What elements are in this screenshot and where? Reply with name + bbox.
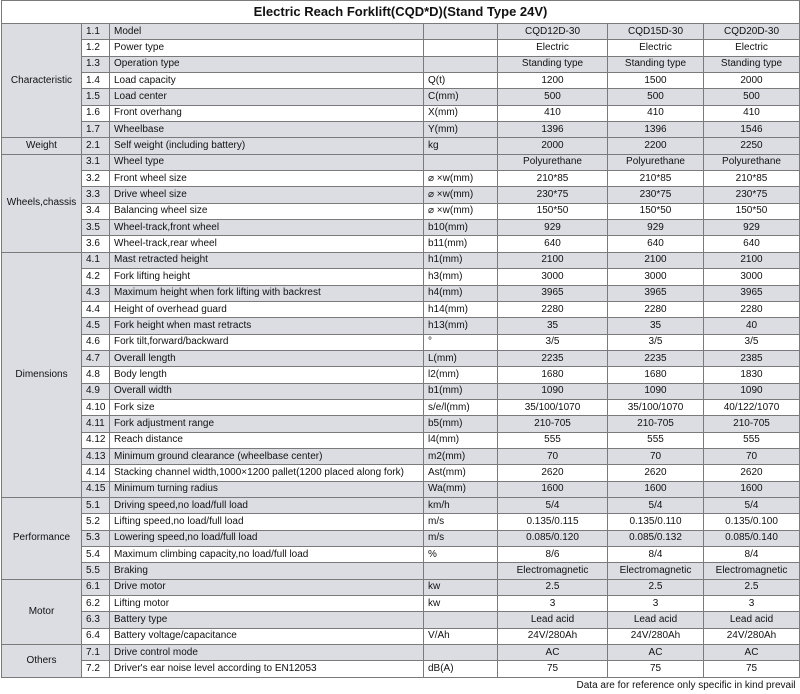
unit-cell: s/e/l(mm) bbox=[424, 399, 498, 415]
unit-cell: kw bbox=[424, 596, 498, 612]
row-number: 4.5 bbox=[82, 318, 110, 334]
value-cqd12d: Lead acid bbox=[498, 612, 608, 628]
table-row bbox=[2, 481, 800, 497]
item-name: Drive wheel size bbox=[110, 187, 424, 203]
item-name: Height of overhead guard bbox=[110, 301, 424, 317]
value-cqd15d: 3000 bbox=[608, 269, 704, 285]
value-cqd20d: 2.5 bbox=[704, 579, 800, 595]
value-cqd20d: 0.085/0.140 bbox=[704, 530, 800, 546]
value-cqd12d: 1680 bbox=[498, 367, 608, 383]
item-name: Drive control mode bbox=[110, 645, 424, 661]
row-number: 6.2 bbox=[82, 596, 110, 612]
row-number: 4.6 bbox=[82, 334, 110, 350]
row-number: 4.7 bbox=[82, 350, 110, 366]
value-cqd20d: 3000 bbox=[704, 269, 800, 285]
row-number: 1.6 bbox=[82, 105, 110, 121]
value-cqd12d: 70 bbox=[498, 448, 608, 464]
table-row bbox=[2, 612, 800, 628]
item-name: Fork tilt,forward/backward bbox=[110, 334, 424, 350]
unit-cell bbox=[424, 612, 498, 628]
spec-table bbox=[1, 0, 800, 694]
row-number: 7.1 bbox=[82, 645, 110, 661]
unit-cell: h1(mm) bbox=[424, 252, 498, 268]
item-name: Front overhang bbox=[110, 105, 424, 121]
value-cqd20d: 210-705 bbox=[704, 416, 800, 432]
row-number: 1.1 bbox=[82, 24, 110, 40]
value-cqd12d: 500 bbox=[498, 89, 608, 105]
unit-cell: l2(mm) bbox=[424, 367, 498, 383]
value-cqd20d: AC bbox=[704, 645, 800, 661]
item-name: Fork height when mast retracts bbox=[110, 318, 424, 334]
row-number: 4.3 bbox=[82, 285, 110, 301]
row-number: 6.3 bbox=[82, 612, 110, 628]
value-cqd20d: 70 bbox=[704, 448, 800, 464]
item-name: Lowering speed,no load/full load bbox=[110, 530, 424, 546]
value-cqd12d: 0.085/0.120 bbox=[498, 530, 608, 546]
row-number: 5.4 bbox=[82, 547, 110, 563]
table-row bbox=[2, 73, 800, 89]
row-number: 4.10 bbox=[82, 399, 110, 415]
value-cqd20d: Lead acid bbox=[704, 612, 800, 628]
value-cqd15d: 24V/280Ah bbox=[608, 628, 704, 644]
row-number: 1.5 bbox=[82, 89, 110, 105]
item-name: Power type bbox=[110, 40, 424, 56]
item-name: Front wheel size bbox=[110, 171, 424, 187]
value-cqd12d: 1090 bbox=[498, 383, 608, 399]
value-cqd12d: 2.5 bbox=[498, 579, 608, 595]
item-name: Battery type bbox=[110, 612, 424, 628]
unit-cell: Q(t) bbox=[424, 73, 498, 89]
table-row bbox=[2, 318, 800, 334]
row-number: 5.1 bbox=[82, 497, 110, 513]
value-cqd15d: 70 bbox=[608, 448, 704, 464]
value-cqd15d: 5/4 bbox=[608, 497, 704, 513]
value-cqd15d: 35 bbox=[608, 318, 704, 334]
row-number: 4.15 bbox=[82, 481, 110, 497]
row-number: 4.8 bbox=[82, 367, 110, 383]
row-number: 3.3 bbox=[82, 187, 110, 203]
table-row bbox=[2, 105, 800, 121]
unit-cell: b1(mm) bbox=[424, 383, 498, 399]
value-cqd15d: 2200 bbox=[608, 138, 704, 154]
value-cqd20d: 1830 bbox=[704, 367, 800, 383]
value-cqd15d: Electric bbox=[608, 40, 704, 56]
group-label: Characteristic bbox=[2, 24, 82, 138]
value-cqd15d: CQD15D-30 bbox=[608, 24, 704, 40]
value-cqd12d: 75 bbox=[498, 661, 608, 677]
row-number: 3.2 bbox=[82, 171, 110, 187]
table-row bbox=[2, 56, 800, 72]
unit-cell: b10(mm) bbox=[424, 220, 498, 236]
value-cqd20d: 500 bbox=[704, 89, 800, 105]
table-row bbox=[2, 497, 800, 513]
item-name: Wheel-track,rear wheel bbox=[110, 236, 424, 252]
unit-cell: m/s bbox=[424, 530, 498, 546]
unit-cell: km/h bbox=[424, 497, 498, 513]
table-row bbox=[2, 187, 800, 203]
item-name: Body length bbox=[110, 367, 424, 383]
row-number: 6.1 bbox=[82, 579, 110, 595]
footer-note: Data are for reference only specific in kind prevail bbox=[2, 677, 800, 694]
value-cqd15d: Electromagnetic bbox=[608, 563, 704, 579]
unit-cell: m2(mm) bbox=[424, 448, 498, 464]
unit-cell: m/s bbox=[424, 514, 498, 530]
value-cqd20d: 150*50 bbox=[704, 203, 800, 219]
table-row bbox=[2, 596, 800, 612]
value-cqd12d: 35/100/1070 bbox=[498, 399, 608, 415]
table-row bbox=[2, 122, 800, 138]
item-name: Mast retracted height bbox=[110, 252, 424, 268]
unit-cell: h4(mm) bbox=[424, 285, 498, 301]
value-cqd12d: 8/6 bbox=[498, 547, 608, 563]
unit-cell bbox=[424, 40, 498, 56]
item-name: Braking bbox=[110, 563, 424, 579]
row-number: 1.4 bbox=[82, 73, 110, 89]
unit-cell: kw bbox=[424, 579, 498, 595]
table-row bbox=[2, 432, 800, 448]
value-cqd12d: CQD12D-30 bbox=[498, 24, 608, 40]
unit-cell bbox=[424, 24, 498, 40]
unit-cell: % bbox=[424, 547, 498, 563]
value-cqd20d: 1546 bbox=[704, 122, 800, 138]
table-row bbox=[2, 138, 800, 154]
row-number: 5.5 bbox=[82, 563, 110, 579]
page-title: Electric Reach Forklift(CQD*D)(Stand Type 24V) bbox=[2, 1, 800, 24]
table-row bbox=[2, 579, 800, 595]
group-label: Performance bbox=[2, 497, 82, 579]
value-cqd20d: Polyurethane bbox=[704, 154, 800, 170]
item-name: Balancing wheel size bbox=[110, 203, 424, 219]
item-name: Wheel-track,front wheel bbox=[110, 220, 424, 236]
item-name: Load center bbox=[110, 89, 424, 105]
value-cqd20d: 75 bbox=[704, 661, 800, 677]
value-cqd12d: 410 bbox=[498, 105, 608, 121]
value-cqd20d: 210*85 bbox=[704, 171, 800, 187]
table-row bbox=[2, 448, 800, 464]
table-row bbox=[2, 383, 800, 399]
row-number: 6.4 bbox=[82, 628, 110, 644]
value-cqd15d: 1680 bbox=[608, 367, 704, 383]
value-cqd20d: 230*75 bbox=[704, 187, 800, 203]
value-cqd12d: 2620 bbox=[498, 465, 608, 481]
unit-cell: kg bbox=[424, 138, 498, 154]
row-number: 4.12 bbox=[82, 432, 110, 448]
value-cqd15d: Lead acid bbox=[608, 612, 704, 628]
item-name: Maximum height when fork lifting with backrest bbox=[110, 285, 424, 301]
value-cqd15d: AC bbox=[608, 645, 704, 661]
value-cqd12d: Polyurethane bbox=[498, 154, 608, 170]
value-cqd20d: 555 bbox=[704, 432, 800, 448]
value-cqd15d: 1396 bbox=[608, 122, 704, 138]
value-cqd15d: 640 bbox=[608, 236, 704, 252]
unit-cell: ⌀ ×w(mm) bbox=[424, 171, 498, 187]
value-cqd15d: 1500 bbox=[608, 73, 704, 89]
value-cqd15d: 8/4 bbox=[608, 547, 704, 563]
unit-cell: ° bbox=[424, 334, 498, 350]
table-row bbox=[2, 236, 800, 252]
value-cqd20d: 640 bbox=[704, 236, 800, 252]
row-number: 4.9 bbox=[82, 383, 110, 399]
table-row bbox=[2, 661, 800, 677]
value-cqd20d: 410 bbox=[704, 105, 800, 121]
value-cqd12d: 24V/280Ah bbox=[498, 628, 608, 644]
group-label: Weight bbox=[2, 138, 82, 154]
unit-cell bbox=[424, 56, 498, 72]
value-cqd15d: 230*75 bbox=[608, 187, 704, 203]
value-cqd20d: 1600 bbox=[704, 481, 800, 497]
value-cqd15d: 3/5 bbox=[608, 334, 704, 350]
item-name: Drive motor bbox=[110, 579, 424, 595]
unit-cell: ⌀ ×w(mm) bbox=[424, 187, 498, 203]
table-row bbox=[2, 40, 800, 56]
item-name: Lifting speed,no load/full load bbox=[110, 514, 424, 530]
value-cqd20d: 5/4 bbox=[704, 497, 800, 513]
value-cqd12d: 0.135/0.115 bbox=[498, 514, 608, 530]
value-cqd12d: 210*85 bbox=[498, 171, 608, 187]
table-row bbox=[2, 154, 800, 170]
unit-cell: C(mm) bbox=[424, 89, 498, 105]
table-row bbox=[2, 563, 800, 579]
value-cqd15d: 210*85 bbox=[608, 171, 704, 187]
value-cqd20d: Standing type bbox=[704, 56, 800, 72]
item-name: Minimum turning radius bbox=[110, 481, 424, 497]
value-cqd20d: 929 bbox=[704, 220, 800, 236]
row-number: 3.6 bbox=[82, 236, 110, 252]
group-label: Wheels,chassis bbox=[2, 154, 82, 252]
table-row bbox=[2, 645, 800, 661]
value-cqd20d: Electric bbox=[704, 40, 800, 56]
table-row bbox=[2, 334, 800, 350]
table-row bbox=[2, 220, 800, 236]
value-cqd12d: 1200 bbox=[498, 73, 608, 89]
table-row bbox=[2, 547, 800, 563]
row-number: 5.2 bbox=[82, 514, 110, 530]
value-cqd15d: 2.5 bbox=[608, 579, 704, 595]
value-cqd12d: Standing type bbox=[498, 56, 608, 72]
value-cqd15d: 2620 bbox=[608, 465, 704, 481]
value-cqd12d: 2235 bbox=[498, 350, 608, 366]
table-row bbox=[2, 285, 800, 301]
row-number: 1.2 bbox=[82, 40, 110, 56]
value-cqd15d: 2280 bbox=[608, 301, 704, 317]
row-number: 1.3 bbox=[82, 56, 110, 72]
value-cqd20d: 40/122/1070 bbox=[704, 399, 800, 415]
value-cqd12d: 210-705 bbox=[498, 416, 608, 432]
unit-cell: h3(mm) bbox=[424, 269, 498, 285]
row-number: 3.4 bbox=[82, 203, 110, 219]
row-number: 7.2 bbox=[82, 661, 110, 677]
unit-cell bbox=[424, 645, 498, 661]
item-name: Driving speed,no load/full load bbox=[110, 497, 424, 513]
unit-cell: h13(mm) bbox=[424, 318, 498, 334]
value-cqd15d: Polyurethane bbox=[608, 154, 704, 170]
item-name: Reach distance bbox=[110, 432, 424, 448]
unit-cell: h14(mm) bbox=[424, 301, 498, 317]
value-cqd15d: Standing type bbox=[608, 56, 704, 72]
value-cqd15d: 3965 bbox=[608, 285, 704, 301]
value-cqd20d: 2100 bbox=[704, 252, 800, 268]
value-cqd20d: 2000 bbox=[704, 73, 800, 89]
value-cqd12d: 5/4 bbox=[498, 497, 608, 513]
row-number: 4.1 bbox=[82, 252, 110, 268]
value-cqd12d: 1396 bbox=[498, 122, 608, 138]
value-cqd12d: AC bbox=[498, 645, 608, 661]
value-cqd20d: 2620 bbox=[704, 465, 800, 481]
table-row bbox=[2, 367, 800, 383]
table-row bbox=[2, 350, 800, 366]
table-row bbox=[2, 416, 800, 432]
value-cqd15d: 2235 bbox=[608, 350, 704, 366]
value-cqd20d: 2280 bbox=[704, 301, 800, 317]
value-cqd12d: 640 bbox=[498, 236, 608, 252]
value-cqd20d: 40 bbox=[704, 318, 800, 334]
table-row bbox=[2, 203, 800, 219]
item-name: Fork lifting height bbox=[110, 269, 424, 285]
value-cqd20d: 3965 bbox=[704, 285, 800, 301]
item-name: Stacking channel width,1000×1200 pallet(1200 placed along fork) bbox=[110, 465, 424, 481]
unit-cell: ⌀ ×w(mm) bbox=[424, 203, 498, 219]
value-cqd20d: 2250 bbox=[704, 138, 800, 154]
value-cqd12d: 3 bbox=[498, 596, 608, 612]
row-number: 2.1 bbox=[82, 138, 110, 154]
group-label: Dimensions bbox=[2, 252, 82, 497]
value-cqd20d: 8/4 bbox=[704, 547, 800, 563]
unit-cell: b11(mm) bbox=[424, 236, 498, 252]
title-row bbox=[2, 1, 800, 24]
unit-cell: b5(mm) bbox=[424, 416, 498, 432]
table-row bbox=[2, 514, 800, 530]
table-row bbox=[2, 399, 800, 415]
item-name: Battery voltage/capacitance bbox=[110, 628, 424, 644]
unit-cell: l4(mm) bbox=[424, 432, 498, 448]
row-number: 4.13 bbox=[82, 448, 110, 464]
table-row bbox=[2, 628, 800, 644]
value-cqd12d: 150*50 bbox=[498, 203, 608, 219]
item-name: Lifting motor bbox=[110, 596, 424, 612]
item-name: Fork size bbox=[110, 399, 424, 415]
row-number: 4.11 bbox=[82, 416, 110, 432]
unit-cell: Wa(mm) bbox=[424, 481, 498, 497]
value-cqd20d: 3 bbox=[704, 596, 800, 612]
value-cqd15d: 929 bbox=[608, 220, 704, 236]
value-cqd12d: 3000 bbox=[498, 269, 608, 285]
group-label: Motor bbox=[2, 579, 82, 644]
row-number: 4.2 bbox=[82, 269, 110, 285]
table-row bbox=[2, 252, 800, 268]
table-row bbox=[2, 24, 800, 40]
group-label: Others bbox=[2, 645, 82, 678]
value-cqd12d: 1600 bbox=[498, 481, 608, 497]
item-name: Self weight (including battery) bbox=[110, 138, 424, 154]
value-cqd12d: 2280 bbox=[498, 301, 608, 317]
value-cqd15d: 2100 bbox=[608, 252, 704, 268]
value-cqd20d: 3/5 bbox=[704, 334, 800, 350]
value-cqd15d: 1600 bbox=[608, 481, 704, 497]
item-name: Operation type bbox=[110, 56, 424, 72]
row-number: 5.3 bbox=[82, 530, 110, 546]
item-name: Wheel type bbox=[110, 154, 424, 170]
unit-cell: V/Ah bbox=[424, 628, 498, 644]
value-cqd20d: 0.135/0.100 bbox=[704, 514, 800, 530]
unit-cell bbox=[424, 154, 498, 170]
value-cqd12d: 555 bbox=[498, 432, 608, 448]
value-cqd20d: 24V/280Ah bbox=[704, 628, 800, 644]
value-cqd15d: 75 bbox=[608, 661, 704, 677]
value-cqd15d: 500 bbox=[608, 89, 704, 105]
item-name: Driver's ear noise level according to EN12053 bbox=[110, 661, 424, 677]
unit-cell: dB(A) bbox=[424, 661, 498, 677]
value-cqd15d: 410 bbox=[608, 105, 704, 121]
item-name: Maximum climbing capacity,no load/full load bbox=[110, 547, 424, 563]
spec-sheet bbox=[1, 0, 799, 694]
value-cqd12d: 35 bbox=[498, 318, 608, 334]
item-name: Overall length bbox=[110, 350, 424, 366]
item-name: Overall width bbox=[110, 383, 424, 399]
item-name: Load capacity bbox=[110, 73, 424, 89]
table-row bbox=[2, 530, 800, 546]
unit-cell bbox=[424, 563, 498, 579]
value-cqd15d: 210-705 bbox=[608, 416, 704, 432]
unit-cell: Y(mm) bbox=[424, 122, 498, 138]
unit-cell: X(mm) bbox=[424, 105, 498, 121]
table-row bbox=[2, 301, 800, 317]
value-cqd15d: 0.135/0.110 bbox=[608, 514, 704, 530]
row-number: 3.5 bbox=[82, 220, 110, 236]
value-cqd20d: Electromagnetic bbox=[704, 563, 800, 579]
unit-cell: Ast(mm) bbox=[424, 465, 498, 481]
table-row bbox=[2, 465, 800, 481]
value-cqd12d: 3965 bbox=[498, 285, 608, 301]
value-cqd12d: 2000 bbox=[498, 138, 608, 154]
footer-row bbox=[2, 677, 800, 694]
value-cqd12d: 230*75 bbox=[498, 187, 608, 203]
value-cqd15d: 3 bbox=[608, 596, 704, 612]
value-cqd15d: 150*50 bbox=[608, 203, 704, 219]
row-number: 4.14 bbox=[82, 465, 110, 481]
value-cqd12d: 3/5 bbox=[498, 334, 608, 350]
value-cqd20d: CQD20D-30 bbox=[704, 24, 800, 40]
value-cqd12d: Electric bbox=[498, 40, 608, 56]
value-cqd12d: 2100 bbox=[498, 252, 608, 268]
item-name: Minimum ground clearance (wheelbase center) bbox=[110, 448, 424, 464]
table-row bbox=[2, 171, 800, 187]
row-number: 4.4 bbox=[82, 301, 110, 317]
item-name: Wheelbase bbox=[110, 122, 424, 138]
value-cqd15d: 555 bbox=[608, 432, 704, 448]
item-name: Fork adjustment range bbox=[110, 416, 424, 432]
value-cqd20d: 2385 bbox=[704, 350, 800, 366]
value-cqd20d: 1090 bbox=[704, 383, 800, 399]
row-number: 1.7 bbox=[82, 122, 110, 138]
table-row bbox=[2, 269, 800, 285]
row-number: 3.1 bbox=[82, 154, 110, 170]
value-cqd12d: 929 bbox=[498, 220, 608, 236]
value-cqd15d: 0.085/0.132 bbox=[608, 530, 704, 546]
value-cqd12d: Electromagnetic bbox=[498, 563, 608, 579]
value-cqd15d: 35/100/1070 bbox=[608, 399, 704, 415]
unit-cell: L(mm) bbox=[424, 350, 498, 366]
value-cqd15d: 1090 bbox=[608, 383, 704, 399]
table-row bbox=[2, 89, 800, 105]
item-name: Model bbox=[110, 24, 424, 40]
